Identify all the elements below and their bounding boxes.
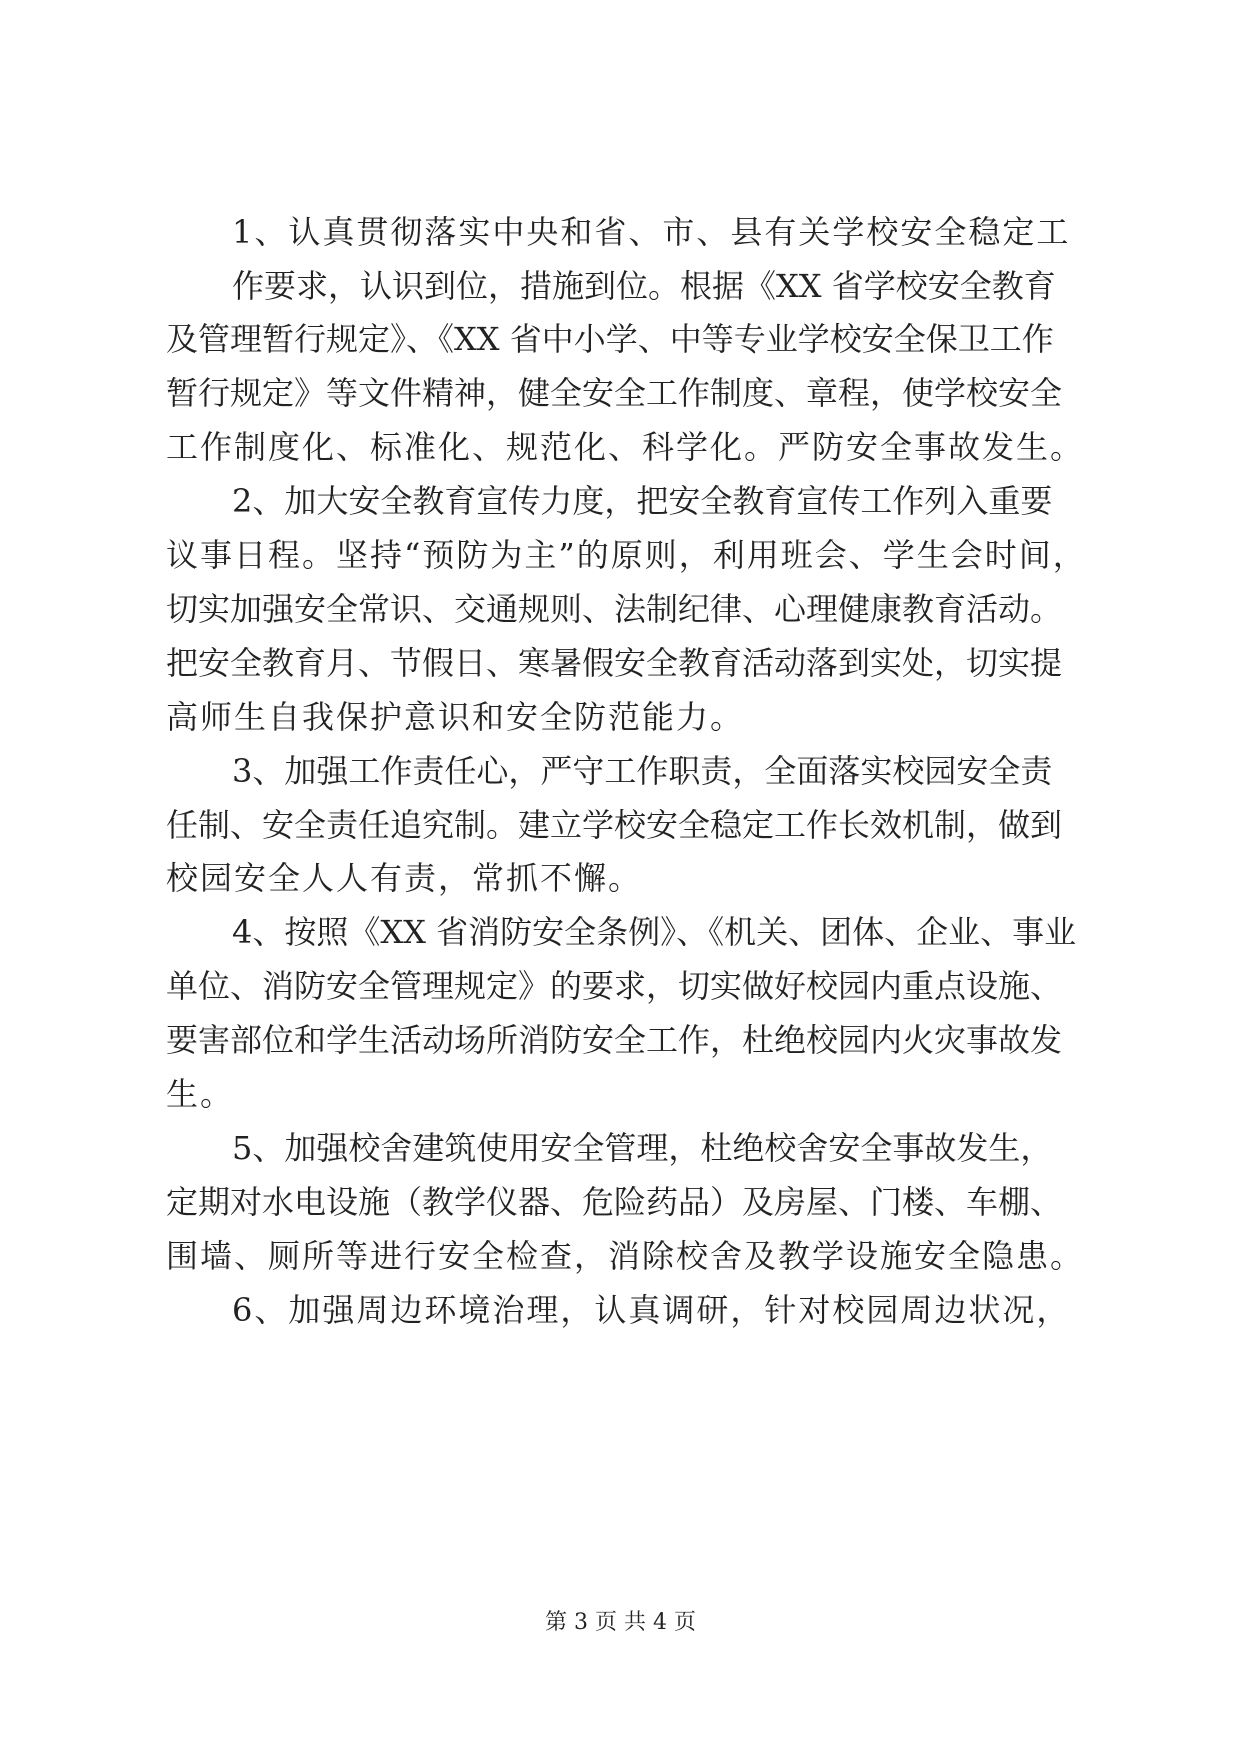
text-line: 2、加大安全教育宣传力度，把安全教育宣传工作列入重要 bbox=[232, 482, 1053, 520]
text-line: 要害部位和学生活动场所消防安全工作，杜绝校园内火灾事故发 bbox=[166, 1021, 1063, 1059]
text-line: 5、加强校舍建筑使用安全管理，杜绝校舍安全事故发生， bbox=[232, 1129, 1053, 1167]
text-line: 及管理暂行规定》、《XX 省中小学、中等专业学校安全保卫工作 bbox=[166, 320, 1054, 358]
text-line: 定期对水电设施（教学仪器、危险药品）及房屋、门楼、车棚、 bbox=[166, 1183, 1063, 1221]
text-line: 围墙、厕所等进行安全检查，消除校舍及教学设施安全隐患。 bbox=[166, 1237, 1085, 1275]
page-number: 第 3 页 共 4 页 bbox=[545, 1610, 696, 1635]
text-line: 生。 bbox=[166, 1075, 235, 1113]
text-line: 4、按照《XX 省消防安全条例》、《机关、团体、企业、事业 bbox=[232, 913, 1077, 951]
text-line: 高师生自我保护意识和安全防范能力。 bbox=[166, 698, 745, 736]
text-line: 6、加强周边环境治理，认真调研，针对校园周边状况， bbox=[232, 1291, 1071, 1329]
text-line: 作要求，认识到位，措施到位。根据《XX 省学校安全教育 bbox=[232, 267, 1056, 305]
text-line: 1、认真贯彻落实中央和省、市、县有关学校安全稳定工 bbox=[232, 213, 1071, 251]
text-line: 工作制度化、标准化、规范化、科学化。严防安全事故发生。 bbox=[166, 428, 1085, 466]
text-line: 暂行规定》等文件精神，健全安全工作制度、章程，使学校安全 bbox=[166, 374, 1063, 412]
text-line: 议事日程。坚持“预防为主”的原则，利用班会、学生会时间， bbox=[166, 536, 1087, 574]
text-line: 单位、消防安全管理规定》的要求，切实做好校园内重点设施、 bbox=[166, 967, 1063, 1005]
text-line: 3、加强工作责任心，严守工作职责，全面落实校园安全责 bbox=[232, 752, 1053, 790]
text-line: 把安全教育月、节假日、寒暑假安全教育活动落到实处，切实提 bbox=[166, 644, 1063, 682]
text-line: 校园安全人人有责，常抓不懈。 bbox=[166, 859, 643, 897]
text-line: 任制、安全责任追究制。建立学校安全稳定工作长效机制，做到 bbox=[166, 806, 1063, 844]
text-line: 切实加强安全常识、交通规则、法制纪律、心理健康教育活动。 bbox=[166, 590, 1063, 628]
